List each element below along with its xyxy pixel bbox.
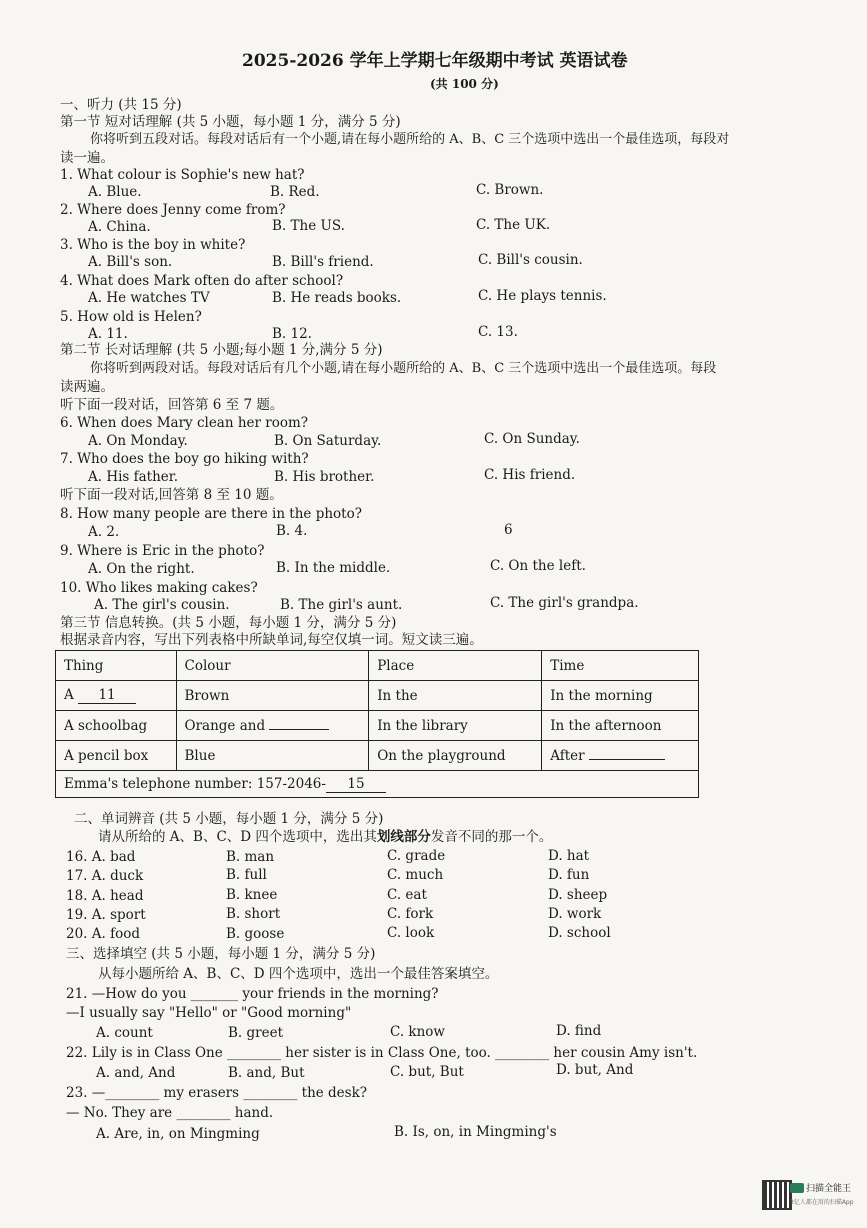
- q20-option-a: 20. A. food: [66, 926, 140, 942]
- table-cell: [56, 681, 177, 711]
- q21-response: —I usually say "Hello" or "Good morning": [66, 1005, 352, 1021]
- q4-stem: 4. What does Mark often do after school?: [60, 273, 344, 289]
- scanner-logo-icon: [790, 1183, 804, 1193]
- table-cell: Brown: [176, 681, 369, 711]
- blank-11: 11: [78, 687, 136, 704]
- table-cell: In the: [369, 681, 542, 711]
- part1-sec2-instruction-cont: 读两遍。: [60, 379, 114, 395]
- blank-14: [589, 759, 665, 760]
- table-row: [56, 681, 699, 711]
- q21-option-c: C. know: [390, 1024, 445, 1040]
- q22-option-d: D. but, And: [556, 1062, 634, 1078]
- q21-option-a: A. count: [96, 1025, 153, 1041]
- qr-code-icon: [762, 1180, 792, 1210]
- q23-option-a: A. Are, in, on Mingming: [96, 1126, 260, 1142]
- table-header-row: [56, 651, 699, 681]
- cell-text: A: [64, 687, 74, 703]
- q4-option-c: C. He plays tennis.: [478, 288, 607, 304]
- q2-option-c: C. The UK.: [476, 217, 551, 233]
- instr-text: 请从所给的 A、B、C、D 四个选项中，选出其: [98, 829, 377, 845]
- q18-option-c: C. eat: [387, 887, 427, 903]
- q19-option-a: 19. A. sport: [66, 907, 146, 923]
- q17-option-b: B. full: [226, 867, 267, 883]
- q23-option-b: B. Is, on, in Mingming's: [394, 1124, 557, 1140]
- part1-heading: 一、听力 (共 15 分): [60, 97, 182, 113]
- scanner-tagline: 3亿人都在用的扫描App: [790, 1199, 854, 1206]
- table-cell: Blue: [176, 741, 369, 771]
- q3-stem: 3. Who is the boy in white?: [60, 237, 246, 253]
- blank-12: [269, 729, 329, 730]
- q9-option-a: A. On the right.: [88, 561, 195, 577]
- q18-option-b: B. knee: [226, 887, 278, 903]
- q10-stem: 10. Who likes making cakes?: [60, 580, 258, 596]
- q5-option-b: B. 12.: [272, 326, 312, 342]
- q1-stem: 1. What colour is Sophie's new hat?: [60, 167, 305, 183]
- part1-sec2-instruction: 你将听到两段对话。每段对话后有几个小题,请在每小题所给的 A、B、C 三个选项中选出一个最佳选项。每段: [90, 361, 717, 376]
- q5-option-c: C. 13.: [478, 324, 518, 340]
- q17-option-d: D. fun: [548, 867, 590, 883]
- info-table: [55, 650, 699, 798]
- exam-total-score: (共 100 分): [430, 77, 499, 91]
- phone-label: Emma's telephone number: 157-2046-: [64, 775, 326, 792]
- q8-stem: 8. How many people are there in the photo?: [60, 506, 362, 522]
- q3-option-c: C. Bill's cousin.: [478, 252, 583, 268]
- q21-stem: 21. —How do you _______ your friends in the morning?: [66, 986, 439, 1002]
- q20-option-b: B. goose: [226, 926, 285, 942]
- q7-option-a: A. His father.: [88, 469, 179, 485]
- table-phone-row: [56, 771, 699, 798]
- part2-instruction: [98, 829, 552, 846]
- q1-option-b: B. Red.: [270, 184, 320, 200]
- q2-stem: 2. Where does Jenny come from?: [60, 202, 286, 218]
- table-cell: A schoolbag: [56, 711, 177, 741]
- table-cell: [56, 771, 699, 798]
- instr-text: 发音不同的那一个。: [430, 829, 553, 845]
- exam-title: 2025-2026 学年上学期七年级期中考试 英语试卷: [242, 51, 628, 71]
- q3-option-b: B. Bill's friend.: [272, 254, 374, 270]
- q18-option-d: D. sheep: [548, 887, 608, 903]
- q19-option-b: B. short: [226, 906, 281, 922]
- q19-option-c: C. fork: [387, 906, 434, 922]
- table-cell: [176, 711, 369, 741]
- part1-sec1-instruction-cont: 读一遍。: [60, 150, 114, 166]
- q8-option-c: 6: [504, 522, 513, 538]
- q22-option-c: C. but, But: [390, 1064, 464, 1080]
- q20-option-c: C. look: [387, 925, 435, 941]
- q17-option-a: 17. A. duck: [66, 868, 144, 884]
- part3-instruction: 从每小题所给 A、B、C、D 四个选项中，选出一个最佳答案填空。: [98, 966, 499, 982]
- table-cell: A pencil box: [56, 741, 177, 771]
- table-cell: On the playground: [369, 741, 542, 771]
- q3-option-a: A. Bill's son.: [88, 254, 173, 270]
- q1-option-a: A. Blue.: [88, 184, 142, 200]
- q6-option-c: C. On Sunday.: [484, 431, 580, 447]
- q1-option-c: C. Brown.: [476, 182, 544, 198]
- q10-option-a: A. The girl's cousin.: [94, 597, 230, 613]
- table-cell: In the afternoon: [542, 711, 699, 741]
- dialog2-prompt: 听下面一段对话,回答第 8 至 10 题。: [60, 487, 283, 503]
- table-header-colour: Colour: [176, 651, 369, 681]
- q5-stem: 5. How old is Helen?: [60, 309, 202, 325]
- q22-stem: 22. Lily is in Class One ________ her sister is in Class One, too. ________ her cousin Amy isn't.: [66, 1045, 698, 1061]
- q6-option-b: B. On Saturday.: [274, 433, 382, 449]
- q4-option-a: A. He watches TV: [88, 290, 210, 306]
- q7-option-b: B. His brother.: [274, 469, 375, 485]
- table-header-time: Time: [542, 651, 699, 681]
- cell-text: Orange and: [184, 717, 266, 734]
- q16-option-d: D. hat: [548, 848, 590, 864]
- q8-option-b: B. 4.: [276, 523, 308, 539]
- q21-option-b: B. greet: [228, 1025, 284, 1041]
- q20-option-d: D. school: [548, 925, 611, 941]
- scanner-name: 扫描全能王: [806, 1184, 852, 1194]
- q5-option-a: A. 11.: [88, 326, 128, 342]
- q17-option-c: C. much: [387, 867, 444, 883]
- q10-option-b: B. The girl's aunt.: [280, 597, 403, 613]
- part3-heading: 三、选择填空 (共 5 小题，每小题 1 分，满分 5 分): [66, 946, 376, 962]
- table-row: [56, 741, 699, 771]
- table-cell: In the library: [369, 711, 542, 741]
- part1-sec2-heading: 第二节 长对话理解 (共 5 小题;每小题 1 分,满分 5 分): [60, 342, 383, 358]
- q22-option-a: A. and, And: [96, 1065, 176, 1081]
- q16-option-b: B. man: [226, 849, 275, 865]
- table-cell: In the morning: [542, 681, 699, 711]
- q9-stem: 9. Where is Eric in the photo?: [60, 543, 265, 559]
- q2-option-b: B. The US.: [272, 218, 345, 234]
- q16-option-c: C. grade: [387, 848, 446, 864]
- table-header-thing: Thing: [56, 651, 177, 681]
- q16-option-a: 16. A. bad: [66, 849, 136, 865]
- blank-15: 15: [326, 776, 386, 793]
- part2-heading: 二、单词辨音 (共 5 小题，每小题 1 分，满分 5 分): [74, 811, 384, 827]
- part1-sec3-instruction: 根据录音内容，写出下列表格中所缺单词,每空仅填一词。短文读三遍。: [60, 632, 483, 648]
- table-header-place: Place: [369, 651, 542, 681]
- q9-option-c: C. On the left.: [490, 558, 586, 574]
- table-cell: [542, 741, 699, 771]
- q7-option-c: C. His friend.: [484, 467, 576, 483]
- part1-sec1-heading: 第一节 短对话理解 (共 5 小题，每小题 1 分，满分 5 分): [60, 114, 401, 130]
- q9-option-b: B. In the middle.: [276, 560, 391, 576]
- part1-sec3-heading: 第三节 信息转换。(共 5 小题，每小题 1 分，满分 5 分): [60, 615, 397, 631]
- q22-option-b: B. and, But: [228, 1065, 305, 1081]
- q6-option-a: A. On Monday.: [88, 433, 188, 449]
- q8-option-a: A. 2.: [88, 524, 120, 540]
- q10-option-c: C. The girl's grandpa.: [490, 595, 639, 611]
- cell-text: After: [550, 747, 585, 764]
- q18-option-a: 18. A. head: [66, 888, 144, 904]
- q23-response: — No. They are ________ hand.: [66, 1105, 274, 1121]
- q21-option-d: D. find: [556, 1023, 602, 1039]
- q19-option-d: D. work: [548, 906, 602, 922]
- q4-option-b: B. He reads books.: [272, 290, 402, 306]
- q23-stem: 23. —________ my erasers ________ the desk?: [66, 1085, 368, 1101]
- q6-stem: 6. When does Mary clean her room?: [60, 415, 309, 431]
- dialog1-prompt: 听下面一段对话，回答第 6 至 7 题。: [60, 397, 284, 413]
- part1-sec1-instruction: 你将听到五段对话。每段对话后有一个小题,请在每小题所给的 A、B、C 三个选项中选出一个最佳选项，每段对: [90, 132, 730, 147]
- table-row: [56, 711, 699, 741]
- instr-bold: 划线部分: [376, 829, 431, 845]
- q2-option-a: A. China.: [88, 219, 151, 235]
- q7-stem: 7. Who does the boy go hiking with?: [60, 451, 309, 467]
